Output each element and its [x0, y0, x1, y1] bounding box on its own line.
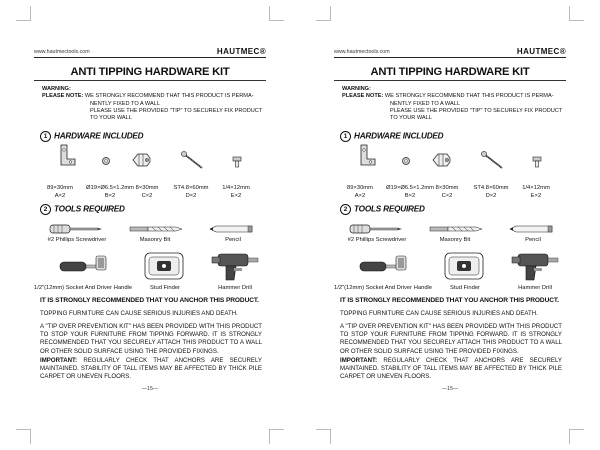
warning-block	[42, 86, 272, 122]
stud-finder-icon	[443, 251, 485, 281]
anchor-recommendation: IT IS STRONGLY RECOMMENDED THAT YOU ANCHOR THIS PRODUCT.	[40, 297, 259, 304]
wall-anchor-icon	[130, 150, 152, 170]
section-number: 2	[340, 204, 351, 215]
warning-line: PLEASE USE THE PROVIDED "TIP" TO SECURELY FIX PRODUCT	[90, 107, 263, 114]
website-url: www.hautmectools.com	[34, 49, 90, 55]
pencil-icon	[508, 224, 556, 234]
warning-line: WE STRONGLY RECOMMEND THAT THIS PRODUCT IS PERMA-	[384, 93, 554, 100]
title-rule	[34, 80, 266, 81]
washer-icon	[101, 156, 111, 166]
crop-mark	[569, 6, 584, 21]
warning-line: NENTLY FIXED TO A WALL	[390, 100, 460, 107]
hardware-qty: B×2	[404, 193, 416, 199]
important-text: REGULARLY CHECK THAT ANCHORS ARE SECURELY MAINTAINED. STABILITY OF TALL ITEMS MAY BE AFFECTED BY THICK PILE CARPET OR UNEVEN FLOORS.	[340, 357, 562, 381]
important-paragraph	[340, 357, 562, 382]
angle-bracket-icon	[355, 144, 377, 168]
hardware-qty: A×2	[354, 193, 366, 199]
tool-label: Hammer Drill	[518, 285, 552, 291]
page-header	[34, 46, 266, 58]
hardware-size: Ø19×Ø6.5×1.2mm	[385, 185, 434, 191]
hardware-qty: A×2	[54, 193, 66, 199]
page-number: —15—	[141, 386, 159, 392]
warning-line: NENTLY FIXED TO A WALL	[90, 100, 160, 107]
section-title: HARDWARE INCLUDED	[354, 131, 444, 141]
anchor-recommendation: IT IS STRONGLY RECOMMENDED THAT YOU ANCHOR THIS PRODUCT.	[340, 297, 559, 304]
warning-line: TO YOUR WALL	[90, 115, 132, 122]
section-title: TOOLS REQUIRED	[354, 204, 425, 214]
crop-mark	[316, 6, 331, 21]
note-label: PLEASE NOTE:	[342, 93, 384, 100]
hardware-item	[124, 184, 170, 200]
short-bolt-icon	[531, 155, 543, 169]
tools-section-heading	[340, 204, 425, 215]
hardware-item	[337, 184, 383, 200]
hardware-qty: E×2	[230, 193, 242, 199]
tool-label: Masonry Bit	[139, 237, 171, 243]
hardware-size: Ø19×Ø6.5×1.2mm	[85, 185, 134, 191]
hardware-size: ST4.8×60mm	[173, 185, 209, 191]
masonry-bit-icon	[128, 223, 184, 235]
warning-heading: WARNING:	[342, 86, 371, 92]
warning-line: WE STRONGLY RECOMMEND THAT THIS PRODUCT IS PERMA-	[84, 93, 254, 100]
short-bolt-icon	[231, 155, 243, 169]
injury-warning: TOPPING FURNITURE CAN CAUSE SERIOUS INJURIES AND DEATH.	[340, 310, 538, 317]
hardware-item	[468, 184, 514, 200]
crop-mark	[316, 429, 331, 444]
hardware-qty: C×2	[141, 193, 153, 199]
page-number: —15—	[441, 386, 459, 392]
tool-label: Hammer Drill	[218, 285, 252, 291]
tool-label: 1/2"(12mm) Socket And Driver Handle	[34, 285, 133, 291]
section-title: HARDWARE INCLUDED	[54, 131, 144, 141]
page-header	[334, 46, 566, 58]
long-screw-icon	[180, 150, 206, 172]
socket-driver-icon	[58, 252, 112, 280]
website-url: www.hautmectools.com	[334, 49, 390, 55]
manual-page-right	[300, 0, 600, 450]
washer-icon	[401, 156, 411, 166]
important-paragraph	[40, 357, 262, 382]
section-title: TOOLS REQUIRED	[54, 204, 125, 214]
important-label: IMPORTANT:	[340, 357, 378, 364]
tool-label: #2 Phillips Screwdriver	[347, 237, 407, 243]
hammer-drill-icon	[210, 250, 260, 282]
note-label: PLEASE NOTE:	[42, 93, 84, 100]
hardware-section-heading	[340, 131, 443, 142]
hardware-qty: C×2	[441, 193, 453, 199]
hardware-item	[37, 184, 83, 200]
tip-kit-paragraph: A "TIP OVER PREVENTION KIT" HAS BEEN PROVIDED WITH THIS PRODUCT TO STOP YOUR FURNITURE FROM TIPPING FORWARD. IT IS STRONGLY RECOMMENDED THAT YOU SECURELY ATTACH THIS PRODUCT TO A WALL OR OTHER SOLID SURFACE USING THE PROVIDED FIXINGS.	[40, 323, 262, 355]
warning-line: PLEASE USE THE PROVIDED "TIP" TO SECURELY FIX PRODUCT	[390, 107, 563, 114]
hardware-item	[513, 184, 559, 200]
tools-section-heading	[40, 204, 125, 215]
hardware-size: 89×30mm	[47, 185, 73, 191]
warning-heading: WARNING:	[42, 86, 71, 92]
hardware-qty: D×2	[185, 193, 197, 199]
masonry-bit-icon	[428, 223, 484, 235]
hardware-size: 89×30mm	[347, 185, 373, 191]
warning-line: TO YOUR WALL	[390, 115, 432, 122]
tool-label: Masonry Bit	[439, 237, 471, 243]
hardware-size: 1/4×12mm	[222, 185, 250, 191]
tool-label: 1/2"(12mm) Socket And Driver Handle	[334, 285, 433, 291]
hardware-item	[213, 184, 259, 200]
stud-finder-icon	[143, 251, 185, 281]
important-text: REGULARLY CHECK THAT ANCHORS ARE SECURELY MAINTAINED. STABILITY OF TALL ITEMS MAY BE AFFECTED BY THICK PILE CARPET OR UNEVEN FLOORS.	[40, 357, 262, 381]
crop-mark	[269, 6, 284, 21]
brand-logo: HAUTMEC®	[216, 47, 266, 56]
crop-mark	[569, 429, 584, 444]
crop-mark	[16, 6, 31, 21]
tool-label: #2 Phillips Screwdriver	[47, 237, 107, 243]
wall-anchor-icon	[430, 150, 452, 170]
hardware-item	[424, 184, 470, 200]
pencil-icon	[208, 224, 256, 234]
hardware-item	[168, 184, 214, 200]
injury-warning: TOPPING FURNITURE CAN CAUSE SERIOUS INJURIES AND DEATH.	[40, 310, 238, 317]
section-number: 1	[40, 131, 51, 142]
hardware-qty: B×2	[104, 193, 116, 199]
important-label: IMPORTANT:	[40, 357, 78, 364]
tip-kit-paragraph: A "TIP OVER PREVENTION KIT" HAS BEEN PROVIDED WITH THIS PRODUCT TO STOP YOUR FURNITURE FROM TIPPING FORWARD. IT IS STRONGLY RECOMMENDED THAT YOU SECURELY ATTACH THIS PRODUCT TO A WALL OR OTHER SOLID SURFACE USING THE PROVIDED FIXINGS.	[340, 323, 562, 355]
crop-mark	[16, 429, 31, 444]
tool-label: Pencil	[225, 237, 241, 243]
hammer-drill-icon	[510, 250, 560, 282]
socket-driver-icon	[358, 252, 412, 280]
hardware-qty: D×2	[485, 193, 497, 199]
hardware-size: ST4.8×60mm	[473, 185, 509, 191]
long-screw-icon	[480, 150, 506, 172]
screwdriver-icon	[48, 222, 104, 236]
hardware-size: 1/4×12mm	[522, 185, 550, 191]
hardware-qty: E×2	[530, 193, 542, 199]
crop-mark	[269, 429, 284, 444]
warning-block	[342, 86, 572, 122]
angle-bracket-icon	[55, 144, 77, 168]
page-title: ANTI TIPPING HARDWARE KIT	[370, 66, 530, 78]
section-number: 2	[40, 204, 51, 215]
hardware-size: 8×30mm	[135, 185, 159, 191]
tool-label: Pencil	[525, 237, 541, 243]
hardware-section-heading	[40, 131, 143, 142]
screwdriver-icon	[348, 222, 404, 236]
hardware-size: 8×30mm	[435, 185, 459, 191]
page-title: ANTI TIPPING HARDWARE KIT	[70, 66, 230, 78]
section-number: 1	[340, 131, 351, 142]
brand-logo: HAUTMEC®	[516, 47, 566, 56]
tool-label: Stud Finder	[450, 285, 480, 291]
tool-label: Stud Finder	[150, 285, 180, 291]
title-rule	[334, 80, 566, 81]
